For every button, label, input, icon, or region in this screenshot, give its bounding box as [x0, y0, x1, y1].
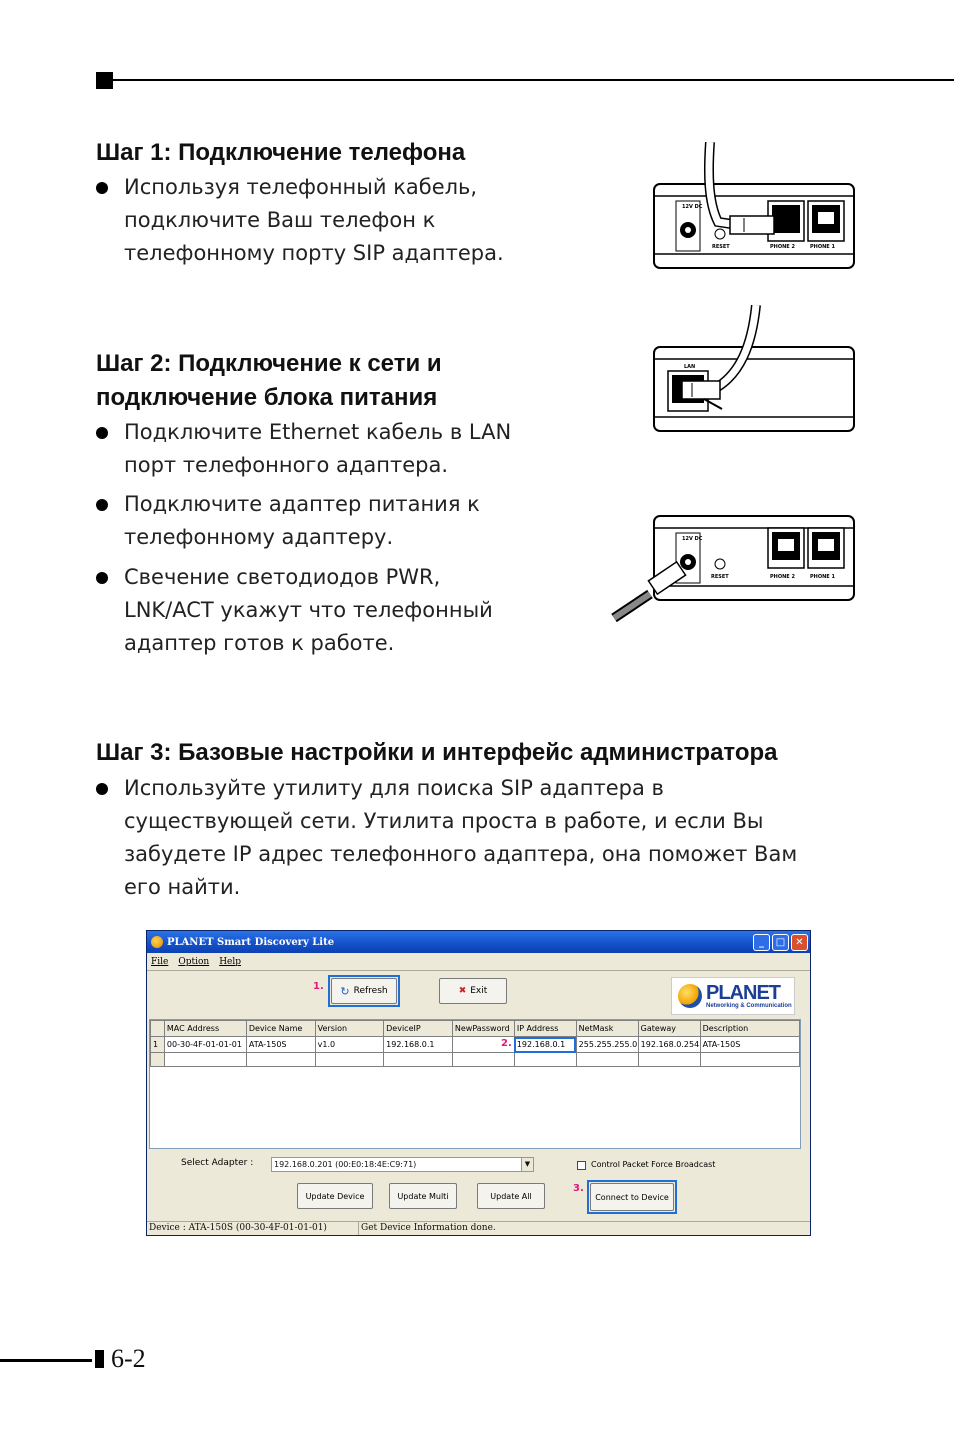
row-number: 1 [151, 1037, 165, 1053]
maximize-icon[interactable]: □ [772, 934, 789, 951]
logo-name: PLANET [706, 982, 780, 1004]
window-title: PLANET Smart Discovery Lite [167, 936, 335, 948]
cell-empty[interactable] [700, 1053, 799, 1067]
update-multi-button[interactable]: Update Multi [389, 1183, 457, 1209]
marker-1: 1. [313, 981, 324, 992]
col-description[interactable]: Description [700, 1021, 799, 1037]
app-icon [151, 936, 163, 948]
step2-b3-line-1: Свечение светодиодов PWR, [124, 565, 441, 589]
step1-title: Шаг 1: Подключение телефона [96, 139, 466, 166]
cell-netmask[interactable]: 255.255.255.0 [576, 1037, 638, 1053]
window-titlebar [147, 931, 810, 953]
step2-b3-line-2: LNK/ACT укажут что телефонный [124, 598, 493, 622]
step3-line-2: существующей сети. Утилита проста в работе, и если Вы [124, 809, 764, 833]
page-number: 6-2 [111, 1344, 146, 1373]
close-icon[interactable]: ✕ [791, 934, 808, 951]
step2-title-line-1: Шаг 2: Подключение к сети и [96, 350, 442, 377]
phone1-label-2: PHONE 1 [810, 574, 835, 580]
col-device-ip[interactable]: DeviceIP [384, 1021, 453, 1037]
menu-option[interactable]: Option [178, 956, 210, 967]
cell-empty[interactable] [514, 1053, 576, 1067]
step2-bullet-2 [96, 488, 480, 554]
marker-2: 2. [501, 1038, 512, 1049]
cell-empty[interactable] [315, 1053, 383, 1067]
step2-b2-line-2: телефонному адаптеру. [124, 525, 394, 549]
menu-file[interactable]: File [151, 956, 169, 967]
smart-discovery-window [146, 930, 811, 1236]
cell-device-name[interactable]: ATA-150S [246, 1037, 315, 1053]
cell-empty[interactable] [384, 1053, 453, 1067]
step3-line-4: его найти. [124, 875, 241, 899]
device-power-connection-illustration [610, 512, 860, 628]
step3-title: Шаг 3: Базовые настройки и интерфейс администратора [96, 739, 778, 766]
col-new-password[interactable]: NewPassword [452, 1021, 514, 1037]
toolbar [147, 971, 810, 1019]
phone1-label: PHONE 1 [810, 244, 835, 250]
header-square [96, 72, 113, 89]
step3-line-1: Используйте утилиту для поиска SIP адаптера в [124, 776, 664, 800]
exit-icon: ✖ [458, 986, 467, 996]
select-adapter-label: Select Adapter : [181, 1158, 254, 1168]
cell-ip-address[interactable]: 192.168.0.1 [514, 1037, 576, 1053]
header-rule [96, 79, 954, 81]
cell-description[interactable]: ATA-150S [700, 1037, 799, 1053]
col-gateway[interactable]: Gateway [638, 1021, 700, 1037]
table-row[interactable] [151, 1037, 800, 1053]
col-mac-address[interactable]: MAC Address [164, 1021, 246, 1037]
corner-header [151, 1021, 165, 1037]
status-device: Device : ATA-150S (00-30-4F-01-01-01) [147, 1222, 359, 1235]
phone2-label: PHONE 2 [770, 244, 795, 250]
broadcast-checkbox-label: Control Packet Force Broadcast [591, 1160, 716, 1169]
menubar [147, 953, 810, 971]
planet-globe-icon [678, 984, 702, 1008]
step1-line-3: телефонному порту SIP адаптера. [124, 241, 504, 265]
device-phone-connection-illustration [648, 142, 860, 272]
exit-button[interactable] [439, 978, 507, 1004]
cell-empty[interactable] [246, 1053, 315, 1067]
cell-empty[interactable] [452, 1053, 514, 1067]
reset-label: RESET [712, 244, 730, 250]
row-number-empty [151, 1053, 165, 1067]
device-grid [149, 1019, 801, 1149]
cell-device-ip[interactable]: 192.168.0.1 [384, 1037, 453, 1053]
planet-logo [671, 977, 795, 1015]
cell-empty[interactable] [164, 1053, 246, 1067]
col-netmask[interactable]: NetMask [576, 1021, 638, 1037]
refresh-button[interactable] [331, 978, 397, 1004]
cell-version[interactable]: v1.0 [315, 1037, 383, 1053]
status-message: Get Device Information done. [361, 1223, 496, 1233]
cell-empty[interactable] [576, 1053, 638, 1067]
cell-empty[interactable] [638, 1053, 700, 1067]
update-device-button[interactable]: Update Device [297, 1183, 373, 1209]
device-lan-connection-illustration [648, 305, 860, 435]
update-all-button[interactable]: Update All [477, 1183, 545, 1209]
logo-subtitle: Networking & Communication [706, 1003, 792, 1009]
step2-title [96, 347, 442, 415]
step1-line-1: Используя телефонный кабель, [124, 175, 478, 199]
step3-line-3: забудете IP адрес телефонного адаптера, она поможет Вам [124, 842, 798, 866]
col-ip-address[interactable]: IP Address [514, 1021, 576, 1037]
step2-b3-line-3: адаптер готов к работе. [124, 631, 395, 655]
minimize-icon[interactable]: _ [753, 934, 770, 951]
lan-label: LAN [684, 364, 696, 370]
cell-mac[interactable]: 00-30-4F-01-01-01 [164, 1037, 246, 1053]
connect-to-device-button[interactable]: Connect to Device [590, 1183, 674, 1211]
adapter-panel [147, 1151, 810, 1221]
statusbar [147, 1221, 810, 1235]
device-table [150, 1020, 800, 1067]
footer-square [95, 1350, 104, 1368]
adapter-value: 192.168.0.201 (00:E0:18:4E:C9:71) [274, 1160, 417, 1169]
cell-gateway[interactable]: 192.168.0.254 [638, 1037, 700, 1053]
col-device-name[interactable]: Device Name [246, 1021, 315, 1037]
step1-line-2: подключите Ваш телефон к [124, 208, 436, 232]
dc-label: 12V DC [682, 204, 703, 210]
step2-b1-line-1: Подключите Ethernet кабель в LAN [124, 420, 512, 444]
refresh-icon: ↻ [340, 984, 350, 998]
adapter-select[interactable] [271, 1157, 534, 1172]
broadcast-checkbox[interactable] [577, 1161, 586, 1170]
table-row[interactable] [151, 1053, 800, 1067]
refresh-label: Refresh [353, 986, 388, 996]
step2-bullet-1 [96, 416, 511, 482]
step2-b1-line-2: порт телефонного адаптера. [124, 453, 448, 477]
step2-b2-line-1: Подключите адаптер питания к [124, 492, 480, 516]
menu-help[interactable]: Help [219, 956, 242, 967]
step3-bullet [96, 772, 797, 904]
chevron-down-icon[interactable]: ▼ [521, 1158, 533, 1171]
dc-label-2: 12V DC [682, 536, 703, 542]
step2-title-line-2: подключение блока питания [96, 384, 438, 411]
step1-bullet [96, 171, 504, 270]
col-version[interactable]: Version [315, 1021, 383, 1037]
phone2-label-2: PHONE 2 [770, 574, 795, 580]
step2-bullet-3 [96, 561, 493, 660]
table-header-row [151, 1021, 800, 1037]
reset-label-2: RESET [711, 574, 729, 580]
exit-label: Exit [470, 986, 488, 996]
marker-3: 3. [573, 1183, 584, 1194]
footer-rule [0, 1359, 92, 1362]
